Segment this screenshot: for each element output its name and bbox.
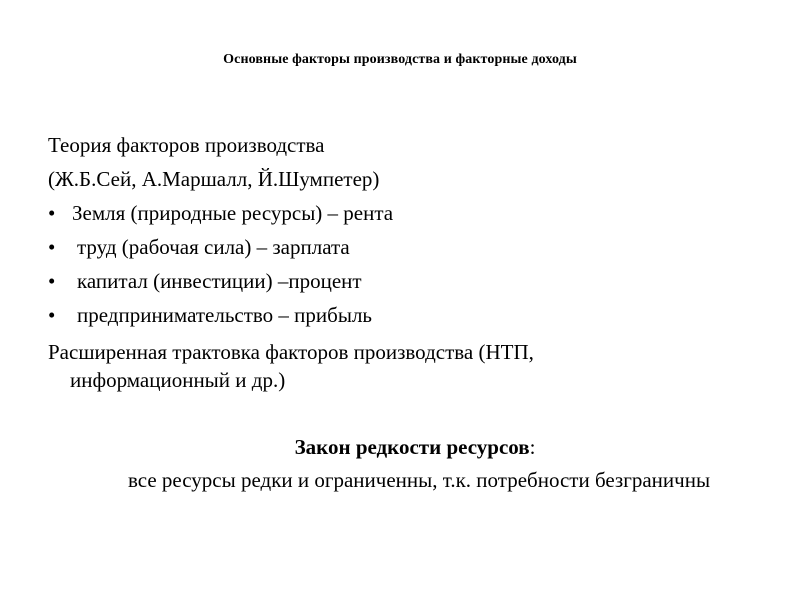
bullet-icon: • bbox=[48, 269, 56, 293]
bullet-icon: • bbox=[48, 303, 56, 327]
bullet-icon: • bbox=[48, 235, 56, 259]
factor-text: капитал (инвестиции) –процент bbox=[77, 269, 362, 293]
law-title bbox=[0, 435, 800, 460]
theory-heading: Теория факторов производства bbox=[48, 133, 325, 157]
theory-authors: (Ж.Б.Сей, А.Маршалл, Й.Шумпетер) bbox=[48, 167, 380, 191]
bullet-icon: • bbox=[48, 201, 56, 225]
factor-text: предпринимательство – прибыль bbox=[77, 303, 372, 327]
law-title-text: Закон редкости ресурсов bbox=[294, 435, 530, 459]
factor-text: Земля (природные ресурсы) – рента bbox=[72, 201, 394, 225]
extended-interpretation-line1: Расширенная трактовка факторов производства (НТП, bbox=[48, 340, 534, 364]
extended-interpretation-line2: информационный и др.) bbox=[70, 368, 286, 392]
factor-text: труд (рабочая сила) – зарплата bbox=[77, 235, 350, 259]
slide-title: Основные факторы производства и факторные доходы bbox=[223, 52, 577, 67]
law-statement: все ресурсы редки и ограниченны, т.к. потребности безграничны bbox=[127, 468, 711, 492]
law-title-colon: : bbox=[529, 435, 536, 459]
